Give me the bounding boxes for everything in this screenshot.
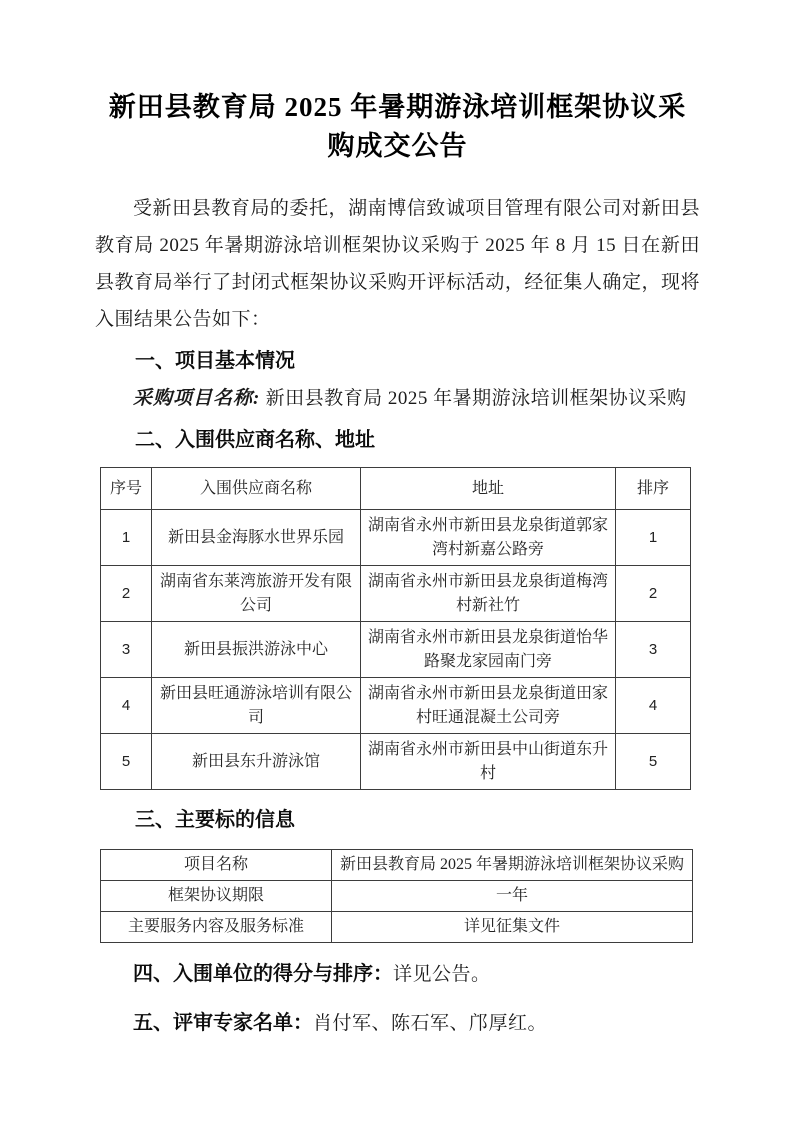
supplier-address: 湖南省永州市新田县龙泉街道郭家湾村新嘉公路旁 (361, 510, 616, 566)
supplier-address: 湖南省永州市新田县中山街道东升村 (361, 734, 616, 790)
project-name-line (95, 380, 700, 417)
info-table (100, 849, 693, 943)
info-label: 主要服务内容及服务标准 (101, 912, 332, 943)
supplier-seq: 1 (101, 510, 152, 566)
section-3-heading: 三、主要标的信息 (135, 809, 295, 831)
table-row (101, 566, 691, 622)
supplier-seq: 4 (101, 678, 152, 734)
suppliers-header-row (101, 468, 691, 510)
supplier-rank: 5 (616, 734, 691, 790)
supplier-seq: 3 (101, 622, 152, 678)
supplier-name: 湖南省东莱湾旅游开发有限公司 (152, 566, 361, 622)
supplier-rank: 4 (616, 678, 691, 734)
section-2-heading: 二、入围供应商名称、地址 (135, 429, 375, 451)
info-value: 新田县教育局 2025 年暑期游泳培训框架协议采购 (332, 850, 693, 881)
col-header-seq: 序号 (101, 468, 152, 510)
col-header-address: 地址 (361, 468, 616, 510)
table-row (101, 510, 691, 566)
supplier-seq: 2 (101, 566, 152, 622)
section-4-heading: 四、入围单位的得分与排序： (133, 963, 393, 985)
section-5-value: 肖付军、陈石军、邝厚红。 (313, 1013, 548, 1034)
supplier-address: 湖南省永州市新田县龙泉街道梅湾村新社竹 (361, 566, 616, 622)
document-title: 新田县教育局 2025 年暑期游泳培训框架协议采购成交公告 (108, 92, 687, 161)
supplier-name: 新田县振洪游泳中心 (152, 622, 361, 678)
supplier-name: 新田县旺通游泳培训有限公司 (152, 678, 361, 734)
supplier-address: 湖南省永州市新田县龙泉街道怡华路聚龙家园南门旁 (361, 622, 616, 678)
table-row (101, 881, 693, 912)
table-row (101, 912, 693, 943)
intro-paragraph: 受新田县教育局的委托，湖南博信致诚项目管理有限公司对新田县教育局 2025 年暑期游泳培训框架协议采购于 2025 年 8 月 15 日在新田县教育局举行了封闭式框架协议采购开评标活动，经征集人确定，现将入围结果公告如下： (95, 198, 700, 330)
col-header-supplier-name: 入围供应商名称 (152, 468, 361, 510)
section-5-line (95, 1006, 700, 1041)
project-name-label: 采购项目名称: (133, 388, 261, 409)
supplier-seq: 5 (101, 734, 152, 790)
supplier-name: 新田县东升游泳馆 (152, 734, 361, 790)
supplier-name: 新田县金海豚水世界乐园 (152, 510, 361, 566)
info-label: 项目名称 (101, 850, 332, 881)
table-row (101, 734, 691, 790)
section-5-heading: 五、评审专家名单： (133, 1012, 313, 1034)
supplier-rank: 3 (616, 622, 691, 678)
table-row (101, 678, 691, 734)
supplier-address: 湖南省永州市新田县龙泉街道田家村旺通混凝土公司旁 (361, 678, 616, 734)
col-header-rank: 排序 (616, 468, 691, 510)
supplier-rank: 1 (616, 510, 691, 566)
section-1-heading: 一、项目基本情况 (135, 350, 295, 372)
supplier-rank: 2 (616, 566, 691, 622)
info-label: 框架协议期限 (101, 881, 332, 912)
section-4-line (95, 957, 700, 992)
info-value: 详见征集文件 (332, 912, 693, 943)
table-row (101, 850, 693, 881)
info-value: 一年 (332, 881, 693, 912)
suppliers-table (100, 467, 691, 790)
section-4-value: 详见公告。 (393, 964, 491, 985)
project-name-value: 新田县教育局 2025 年暑期游泳培训框架协议采购 (265, 388, 687, 409)
table-row (101, 622, 691, 678)
